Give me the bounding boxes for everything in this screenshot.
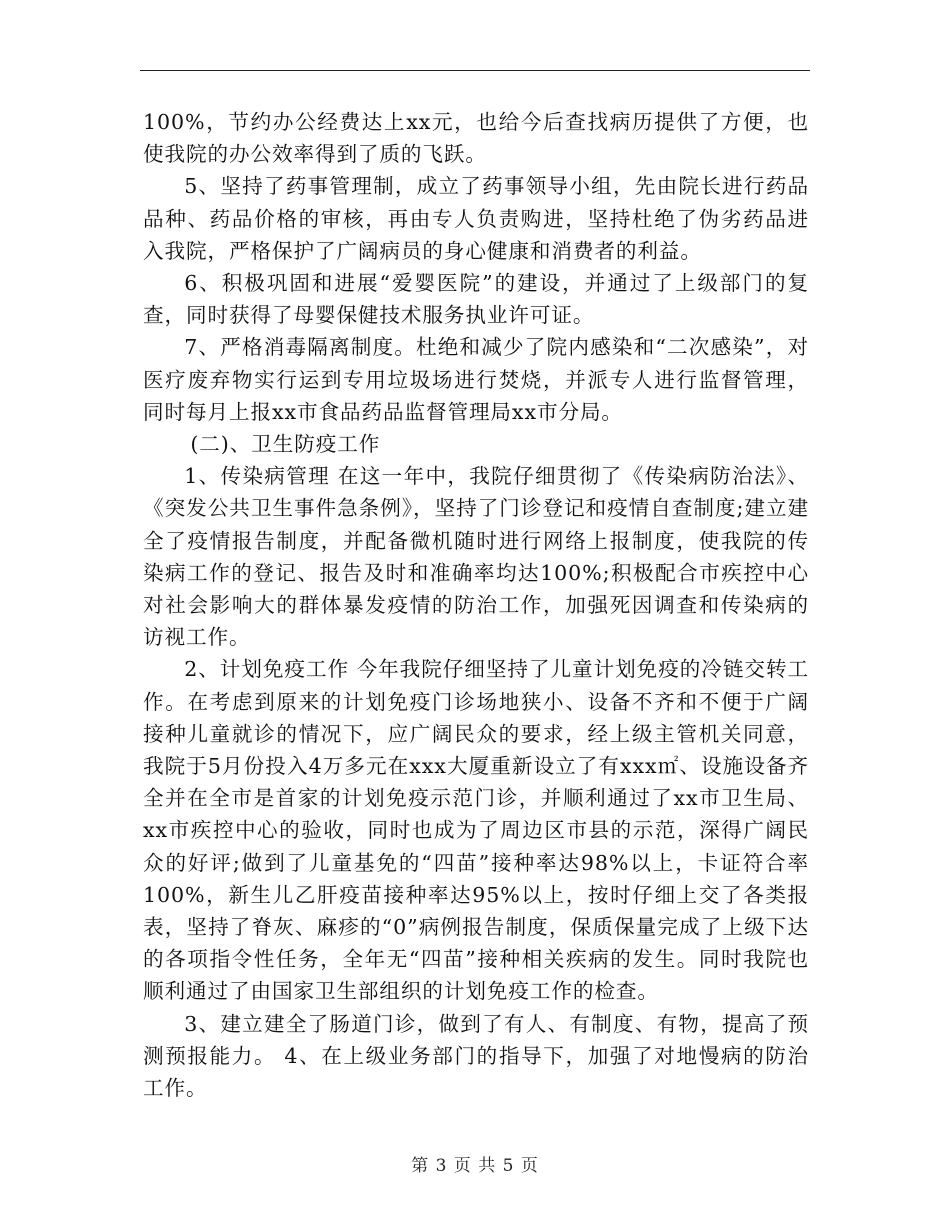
paragraph-continued: 100%，节约办公经费达上xx元，也给今后查找病历提供了方便，也使我院的办公效率得到了质的飞跃。 (143, 110, 809, 167)
paragraph-item-5: 5、坚持了药事管理制，成立了药事领导小组，先由院长进行药品品种、药品价格的审核，再由专人负责购进，坚持杜绝了伪劣药品进入我院，严格保护了广阔病员的身心健康和消费者的利益。 (143, 174, 809, 263)
section-heading: (二)、卫生防疫工作 (190, 432, 381, 457)
paragraph-disease-management: 1、传染病管理 在这一年中，我院仔细贯彻了《传染病防治法》、《突发公共卫生事件急条例》，坚持了门诊登记和疫情自查制度;建立建全了疫情报告制度，并配备微机随时进行网络上报制度，使我院的传染病工作的登记、报告及时和准确率均达100%;积极配合市疾控中心对社会影响大的群体暴发疫情的防治工作，加强死因调查和传染病的访视工作。 (143, 464, 809, 650)
paragraph-immunization: 2、计划免疫工作 今年我院仔细坚持了儿童计划免疫的冷链交转工作。在考虑到原来的计划免疫门诊场地狭小、设备不齐和不便于广阔接种儿童就诊的情况下，应广阔民众的要求，经上级主管机关同意，我院于5月份投入4万多元在xxx大厦重新设立了有xxx㎡、设施设备齐全并在全市是首家的计划免疫示范门诊，并顺利通过了xx市卫生局、xx市疾控中心的验收，同时也成为了周边区市县的示范，深得广阔民众的好评;做到了儿童基免的“四苗”接种率达98%以上，卡证符合率100%，新生儿乙肝疫苗接种率达95%以上，按时仔细上交了各类报表，坚持了脊灰、麻疹的“0”病例报告制度，保质保量完成了上级下达的各项指令性任务，全年无“四苗”接种相关疾病的发生。同时我院也顺利通过了由国家卫生部组织的计划免疫工作的检查。 (143, 657, 809, 1004)
document-body (143, 106, 809, 1104)
page-number-footer: 第 3 页 共 5 页 (411, 1156, 539, 1176)
paragraph-item-6: 6、积极巩固和进展“爱婴医院”的建设，并通过了上级部门的复查，同时获得了母婴保健技术服务执业许可证。 (143, 271, 809, 328)
paragraph-item-7: 7、严格消毒隔离制度。杜绝和减少了院内感染和“二次感染”，对医疗废弃物实行运到专用垃圾场进行焚烧，并派专人进行监督管理，同时每月上报xx市食品药品监督管理局xx市分局。 (143, 335, 809, 424)
header-rule (140, 70, 810, 71)
paragraph-intestinal-clinic: 3、建立建全了肠道门诊，做到了有人、有制度、有物，提高了预测预报能力。 4、在上级业务部门的指导下，加强了对地慢病的防治工作。 (143, 1011, 809, 1101)
